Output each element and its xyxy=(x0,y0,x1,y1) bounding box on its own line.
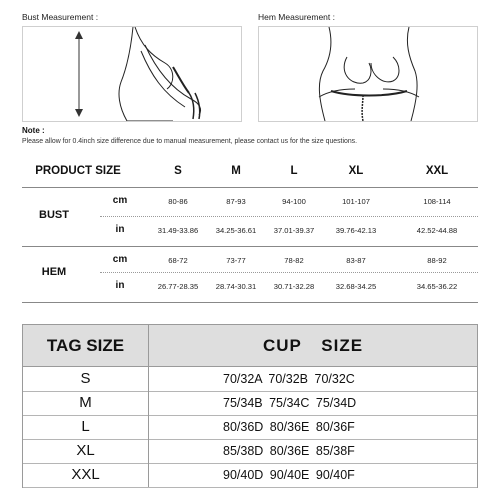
note-title: Note : xyxy=(22,126,45,135)
tag-row-xxl xyxy=(23,463,477,488)
tag-row-s xyxy=(23,367,477,392)
bust-in-row xyxy=(22,218,478,244)
tag-table-header xyxy=(23,325,477,367)
bust-cm-m: 87-93 xyxy=(226,197,246,206)
bust-measurement-illustration xyxy=(22,26,242,122)
bust-measurement-label: Bust Measurement : xyxy=(22,12,99,22)
hem-in-xxl: 34.65-36.22 xyxy=(416,282,458,291)
hem-group-label: HEM xyxy=(41,266,67,278)
hem-in-m: 28.74-30.31 xyxy=(215,282,257,291)
bust-cm-xxl: 108-114 xyxy=(423,197,451,206)
hem-cm-unit: cm xyxy=(112,254,128,265)
cup-sizes-m: 75/34B 75/34C 75/34D xyxy=(223,396,357,410)
hem-cm-l: 78-82 xyxy=(284,256,304,265)
tag-row-m xyxy=(23,391,477,416)
bust-in-unit: in xyxy=(115,224,125,235)
hem-cm-row xyxy=(22,247,478,273)
header-product-size: PRODUCT SIZE xyxy=(35,165,121,177)
bust-cm-s: 80-86 xyxy=(168,197,188,206)
tag-table-column-divider xyxy=(148,325,149,487)
cup-sizes-s: 70/32A 70/32B 70/32C xyxy=(223,372,355,386)
hem-figure-drawing xyxy=(259,27,477,121)
tag-size-table xyxy=(22,324,478,488)
bust-in-m: 34.25-36.61 xyxy=(215,226,257,235)
hem-in-xl: 32.68-34.25 xyxy=(335,282,377,291)
cup-sizes-xl: 85/38D 80/36E 85/38F xyxy=(223,444,355,458)
hem-cm-m: 73-77 xyxy=(226,256,246,265)
cup-sizes-l: 80/36D 80/36E 80/36F xyxy=(223,420,355,434)
hem-in-s: 26.77-28.35 xyxy=(157,282,199,291)
hem-cm-xl: 83-87 xyxy=(346,256,366,265)
tag-row-l xyxy=(23,415,477,440)
bust-group-label: BUST xyxy=(39,209,69,221)
hem-row-divider xyxy=(100,272,478,273)
bust-in-l: 37.01-39.37 xyxy=(273,226,315,235)
tag-size-s: S xyxy=(80,370,91,387)
cup-sizes-xxl: 90/40D 90/40E 90/40F xyxy=(223,468,355,482)
hem-in-unit: in xyxy=(115,280,125,291)
header-size-s: S xyxy=(174,165,182,177)
hem-cm-xxl: 88-92 xyxy=(427,256,447,265)
bust-in-xxl: 42.52-44.88 xyxy=(416,226,458,235)
tag-size-xxl: XXL xyxy=(71,466,100,483)
bust-cm-unit: cm xyxy=(112,195,128,206)
bust-in-s: 31.49-33.86 xyxy=(157,226,199,235)
hem-in-row xyxy=(22,274,478,300)
tag-size-xl: XL xyxy=(76,442,95,459)
tag-row-xl xyxy=(23,439,477,464)
bust-figure-drawing xyxy=(23,27,241,121)
hem-measurement-label: Hem Measurement : xyxy=(258,12,335,22)
hem-measurement-illustration xyxy=(258,26,478,122)
hem-cm-s: 68-72 xyxy=(168,256,188,265)
size-chart-header-row xyxy=(22,160,478,184)
bust-row-divider xyxy=(100,216,478,217)
header-size-xxl: XXL xyxy=(425,165,449,177)
header-size-xl: XL xyxy=(348,165,364,177)
note-text: Please allow for 0.4inch size difference due to manual measurement, please contact us for the size questions. xyxy=(22,138,358,145)
tag-size-header: TAG SIZE xyxy=(46,336,125,355)
bust-cm-l: 94-100 xyxy=(282,197,306,206)
tag-size-m: M xyxy=(79,394,92,411)
size-chart-bottom-border xyxy=(22,302,478,303)
cup-size-header: CUP SIZE xyxy=(262,336,364,355)
bust-in-xl: 39.76-42.13 xyxy=(335,226,377,235)
header-size-l: L xyxy=(290,165,298,177)
header-size-m: M xyxy=(231,165,241,177)
bust-cm-row xyxy=(22,188,478,214)
hem-in-l: 30.71-32.28 xyxy=(273,282,315,291)
bust-cm-xl: 101-107 xyxy=(342,197,370,206)
tag-size-l: L xyxy=(81,418,90,435)
